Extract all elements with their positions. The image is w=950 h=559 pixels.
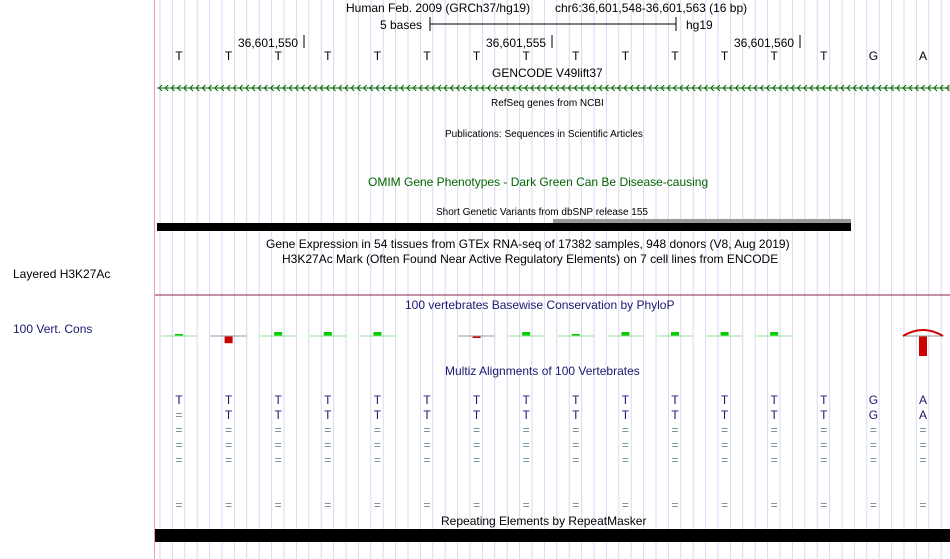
alignment-base: = [324,498,332,512]
phylop-track-title: 100 vertebrates Basewise Conservation by PhyloP [405,298,675,312]
phylop-score-bar [225,336,233,343]
scale-bar [430,17,676,31]
sequence-base: A [918,49,928,63]
phylop-score-bar [721,332,729,336]
alignment-base: = [919,498,927,512]
alignment-base: T [572,408,580,422]
sequence-base: T [572,49,580,63]
alignment-base: = [820,498,828,512]
sequence-base: T [274,49,282,63]
sequence-base: T [720,49,729,63]
alignment-base: = [225,498,233,512]
alignment-base: = [175,453,183,467]
alignment-base: T [720,408,729,422]
alignment-base: = [721,498,729,512]
scale-bases-text: 5 bases [380,18,423,32]
track-labels-pane [0,0,155,559]
alignment-base: = [621,423,629,437]
phylop-score-bar [919,336,927,356]
refseq-track-title: RefSeq genes from NCBI [491,98,604,109]
alignment-base: = [522,498,530,512]
alignment-base: = [324,438,332,452]
alignment-base: = [423,423,431,437]
position-label-1: 36,601,550 [238,36,299,50]
alignment-base: = [175,438,183,452]
repeatmasker-element[interactable] [155,529,950,542]
alignment-base: = [919,438,927,452]
phylop-track-label[interactable]: 100 Vert. Cons [13,322,93,336]
sequence-base: T [621,49,630,63]
alignment-base: T [224,393,233,407]
gencode-track-title: GENCODE V49lift37 [492,66,603,80]
alignment-base: = [770,498,778,512]
alignment-base: = [373,438,381,452]
alignment-base: = [919,423,927,437]
phylop-score-bar [324,332,332,336]
alignment-base: = [721,438,729,452]
alignment-base: T [324,393,332,407]
alignment-base: G [868,408,879,422]
alignment-base: = [522,438,530,452]
omim-track-title: OMIM Gene Phenotypes - Dark Green Can Be Disease-causing [368,175,709,189]
alignment-base: = [869,453,877,467]
phylop-negative-arc [903,330,943,336]
alignment-base: T [423,408,431,422]
scale-assembly-text: hg19 [686,18,713,32]
base-gridlines [160,0,941,559]
alignment-base: = [621,438,629,452]
phylop-score-bar [621,332,629,336]
alignment-base: = [423,453,431,467]
position-label-2: 36,601,555 [486,36,547,50]
dbsnp-variant-bar[interactable] [157,223,851,231]
phylop-conservation-graph[interactable] [161,330,943,356]
alignment-base: T [274,408,282,422]
alignment-base: T [373,408,382,422]
alignment-base: T [621,408,630,422]
alignment-base: T [770,408,778,422]
sequence-base: T [522,49,530,63]
phylop-score-bar [671,332,679,336]
publications-track-title: Publications: Sequences in Scientific Articles [445,129,643,140]
alignment-base: = [572,438,580,452]
position-label-3: 36,601,560 [734,36,795,50]
alignment-base: = [225,453,233,467]
sequence-base: T [770,49,778,63]
alignment-base: = [324,453,332,467]
alignment-base: = [423,438,431,452]
phylop-score-bar [522,332,530,336]
alignment-base: = [522,423,530,437]
alignment-base: T [472,408,481,422]
sequence-base: T [324,49,332,63]
alignment-base: = [175,408,183,422]
gencode-gene-feature[interactable] [157,85,950,91]
alignment-base: = [225,423,233,437]
alignment-base: T [770,393,778,407]
alignment-base: T [820,393,828,407]
h3k27ac-track-label[interactable]: Layered H3K27Ac [13,267,111,281]
alignment-base: T [324,408,332,422]
alignment-base: = [373,498,381,512]
alignment-base: = [473,423,481,437]
phylop-score-bar [373,332,381,336]
alignment-base: T [274,393,282,407]
multiz-track-title: Multiz Alignments of 100 Vertebrates [445,364,640,378]
sequence-base: T [671,49,679,63]
alignment-base: = [175,498,183,512]
alignment-base: T [423,393,431,407]
alignment-base: = [473,453,481,467]
alignment-base: = [274,438,282,452]
alignment-base: = [820,423,828,437]
alignment-base: = [770,438,778,452]
alignment-base: T [720,393,729,407]
alignment-base: = [373,453,381,467]
alignment-base: T [522,408,530,422]
alignment-base: = [869,423,877,437]
alignment-base: T [224,408,233,422]
alignment-base: = [274,423,282,437]
alignment-base: = [621,453,629,467]
alignment-base: = [621,498,629,512]
alignment-base: = [820,453,828,467]
alignment-base: = [324,423,332,437]
alignment-base: = [473,498,481,512]
alignment-base: = [274,453,282,467]
gtex-track-title: Gene Expression in 54 tissues from GTEx RNA-seq of 17382 samples, 948 donors (V8, Aug 2019) [266,237,790,251]
alignment-base: T [175,393,183,407]
alignment-base: = [671,453,679,467]
alignment-base: T [671,408,679,422]
sequence-base: T [224,49,233,63]
alignment-base: = [770,453,778,467]
sequence-base: T [472,49,481,63]
alignment-base: T [373,393,382,407]
alignment-base: G [868,393,879,407]
alignment-base: = [572,453,580,467]
sequence-base: T [175,49,183,63]
alignment-base: = [671,438,679,452]
alignment-base: = [423,498,431,512]
alignment-base: = [721,423,729,437]
alignment-base: = [373,423,381,437]
alignment-base: = [671,498,679,512]
sequence-base: T [373,49,382,63]
alignment-base: = [473,438,481,452]
browser-image[interactable] [155,0,950,559]
phylop-score-bar [274,332,282,336]
alignment-base: A [918,408,928,422]
repeatmasker-track-title: Repeating Elements by RepeatMasker [441,514,647,528]
assembly-title: Human Feb. 2009 (GRCh37/hg19) [346,1,531,15]
alignment-base: = [869,498,877,512]
sequence-base: T [820,49,828,63]
sequence-base: T [423,49,431,63]
alignment-base: = [770,423,778,437]
sequence-base: G [868,49,879,63]
alignment-base: = [869,438,877,452]
alignment-base: = [572,498,580,512]
alignment-base: = [572,423,580,437]
alignment-base: = [225,438,233,452]
alignment-base: T [621,393,630,407]
phylop-score-bar [770,332,778,336]
alignment-base: = [175,423,183,437]
h3k27ac-track-title: H3K27Ac Mark (Often Found Near Active Regulatory Elements) on 7 cell lines from ENCODE [282,252,779,266]
alignment-base: T [671,393,679,407]
alignment-base: T [572,393,580,407]
dbsnp-track-title: Short Genetic Variants from dbSNP release 155 [436,207,648,218]
alignment-base: = [522,453,530,467]
alignment-base: = [274,498,282,512]
alignment-base: T [522,393,530,407]
alignment-base: = [671,423,679,437]
alignment-base: = [721,453,729,467]
window-coordinates: chr6:36,601,548-36,601,563 (16 bp) [555,1,748,15]
alignment-base: = [820,438,828,452]
alignment-base: T [472,393,481,407]
alignment-base: A [918,393,928,407]
alignment-base: T [820,408,828,422]
alignment-base: = [919,453,927,467]
